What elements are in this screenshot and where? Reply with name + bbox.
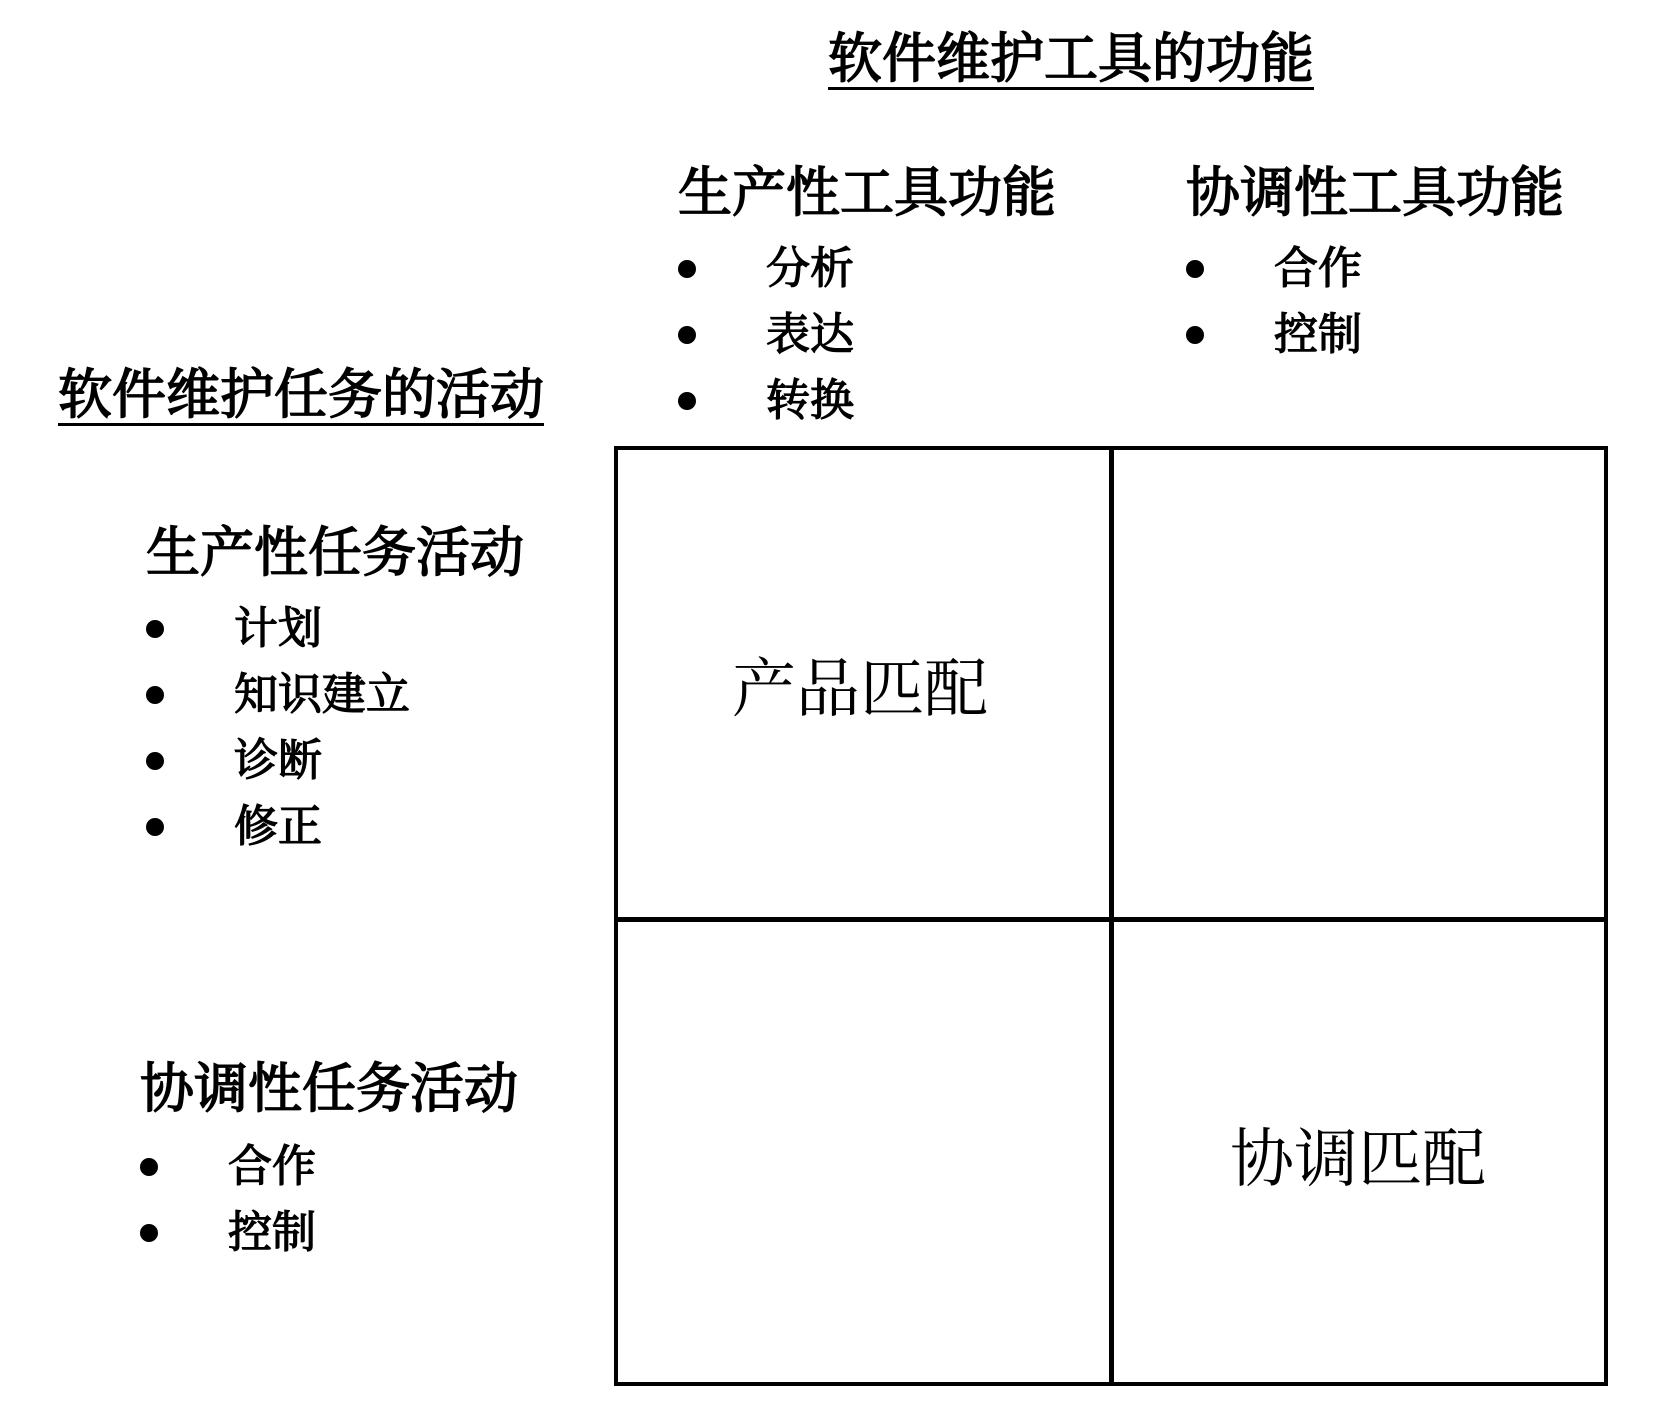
- row-group-heading-coordination: 协调性任务活动: [140, 1057, 518, 1120]
- matrix-horizontal-divider: [618, 917, 1604, 922]
- row-group-heading-productive: 生产性任务活动: [146, 521, 524, 584]
- bullet-icon: [140, 1158, 158, 1176]
- matrix-vertical-divider: [1109, 450, 1114, 1382]
- cell-coordination-fit: 协调匹配: [1230, 1123, 1486, 1197]
- bullet-icon: [1186, 326, 1204, 344]
- bullet-icon: [1186, 260, 1204, 278]
- fit-matrix: [614, 446, 1608, 1386]
- cell-product-fit: 产品匹配: [732, 653, 988, 727]
- row-axis-title: 软件维护任务的活动: [58, 363, 544, 426]
- bullet-icon: [140, 1224, 158, 1242]
- bullet-icon: [146, 686, 164, 704]
- bullet-icon: [678, 326, 696, 344]
- bullet-icon: [146, 620, 164, 638]
- bullet-icon: [678, 260, 696, 278]
- column-axis-title: 软件维护工具的功能: [828, 27, 1314, 90]
- col-group-heading-productive: 生产性工具功能: [678, 161, 1056, 224]
- bullet-icon: [146, 752, 164, 770]
- col-group-heading-coordination: 协调性工具功能: [1186, 161, 1564, 224]
- bullet-icon: [146, 818, 164, 836]
- bullet-icon: [678, 392, 696, 410]
